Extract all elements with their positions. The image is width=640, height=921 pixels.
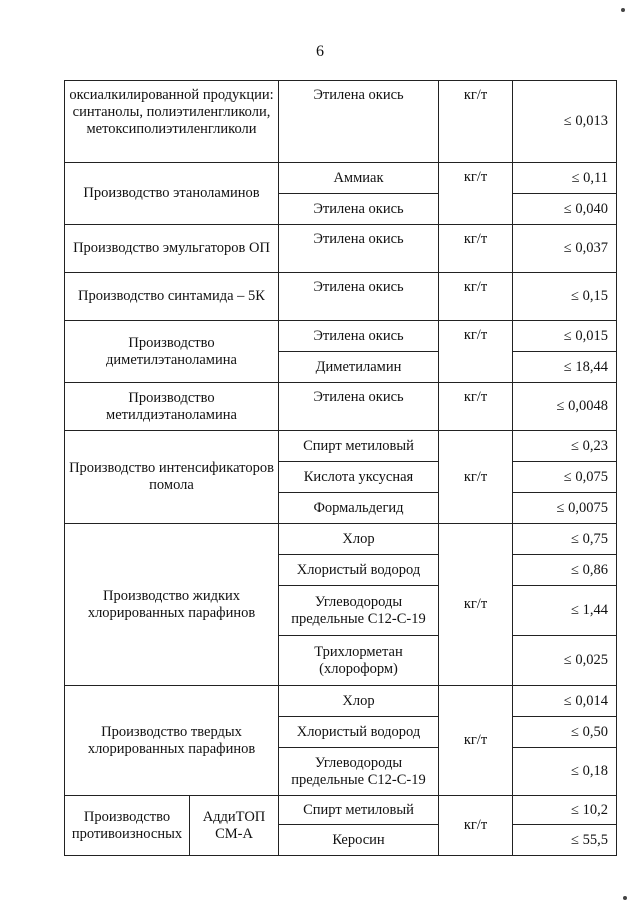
value-cell: ≤ 0,23 (513, 431, 617, 462)
unit-cell: кг/т (439, 273, 513, 321)
production-cell: Производство интенсификаторов помола (65, 431, 279, 524)
scan-speck (621, 8, 625, 12)
substance-cell: Углеводороды предельные С12-С-19 (279, 586, 439, 636)
substance-cell: Этилена окись (279, 321, 439, 352)
substance-cell: Керосин (279, 825, 439, 856)
unit-cell: кг/т (439, 431, 513, 524)
emissions-table (64, 80, 617, 856)
substance-cell: Формальдегид (279, 493, 439, 524)
substance-cell: Хлористый водород (279, 717, 439, 748)
unit-cell: кг/т (439, 321, 513, 383)
table-row (65, 225, 617, 273)
value-cell: ≤ 0,15 (513, 273, 617, 321)
value-cell: ≤ 0,18 (513, 748, 617, 796)
value-cell: ≤ 0,014 (513, 686, 617, 717)
value-cell: ≤ 0,0048 (513, 383, 617, 431)
value-cell: ≤ 0,040 (513, 194, 617, 225)
value-cell: ≤ 0,11 (513, 163, 617, 194)
value-cell: ≤ 0,037 (513, 225, 617, 273)
substance-cell: Этилена окись (279, 383, 439, 431)
substance-cell: Спирт метиловый (279, 431, 439, 462)
production-cell: оксиалкилированной продукции: синтанолы, полиэтиленгликоли, метоксиполиэтиленгликоли (65, 81, 279, 163)
table-row (65, 524, 617, 555)
production-cell: Производство твердых хлорированных парафинов (65, 686, 279, 796)
substance-cell: Аммиак (279, 163, 439, 194)
page-number: 6 (316, 43, 324, 60)
table-row (65, 321, 617, 352)
production-cell: Производство этаноламинов (65, 163, 279, 225)
product-name-cell: АддиТОП СМ-А (190, 796, 279, 856)
scan-speck (623, 896, 627, 900)
production-cell: Производство противоизносных (65, 796, 190, 856)
substance-cell: Трихлорметан (хлороформ) (279, 636, 439, 686)
value-cell: ≤ 0,0075 (513, 493, 617, 524)
table-row (65, 383, 617, 431)
substance-cell: Этилена окись (279, 273, 439, 321)
substance-cell: Этилена окись (279, 225, 439, 273)
table-row (65, 686, 617, 717)
substance-cell: Диметиламин (279, 352, 439, 383)
value-cell: ≤ 0,075 (513, 462, 617, 493)
table-row (65, 81, 617, 163)
value-cell: ≤ 0,86 (513, 555, 617, 586)
table-row (65, 796, 617, 825)
value-cell: ≤ 1,44 (513, 586, 617, 636)
production-cell: Производство синтамида – 5К (65, 273, 279, 321)
substance-cell: Этилена окись (279, 81, 439, 163)
value-cell: ≤ 0,025 (513, 636, 617, 686)
substance-cell: Хлор (279, 524, 439, 555)
unit-cell: кг/т (439, 163, 513, 225)
unit-cell: кг/т (439, 524, 513, 686)
value-cell: ≤ 55,5 (513, 825, 617, 856)
unit-cell: кг/т (439, 81, 513, 163)
production-cell: Производство жидких хлорированных парафинов (65, 524, 279, 686)
substance-cell: Спирт метиловый (279, 796, 439, 825)
unit-cell: кг/т (439, 686, 513, 796)
substance-cell: Кислота уксусная (279, 462, 439, 493)
substance-cell: Хлор (279, 686, 439, 717)
substance-cell: Этилена окись (279, 194, 439, 225)
value-cell: ≤ 0,013 (513, 81, 617, 163)
production-cell: Производство эмульгаторов ОП (65, 225, 279, 273)
value-cell: ≤ 10,2 (513, 796, 617, 825)
table-row (65, 163, 617, 194)
unit-cell: кг/т (439, 225, 513, 273)
substance-cell: Хлористый водород (279, 555, 439, 586)
unit-cell: кг/т (439, 383, 513, 431)
unit-cell: кг/т (439, 796, 513, 856)
value-cell: ≤ 0,75 (513, 524, 617, 555)
table-row (65, 273, 617, 321)
substance-cell: Углеводороды предельные С12-С-19 (279, 748, 439, 796)
production-cell: Производство диметилэтаноламина (65, 321, 279, 383)
production-cell: Производство метилдиэтаноламина (65, 383, 279, 431)
table-row (65, 431, 617, 462)
value-cell: ≤ 0,50 (513, 717, 617, 748)
value-cell: ≤ 0,015 (513, 321, 617, 352)
value-cell: ≤ 18,44 (513, 352, 617, 383)
